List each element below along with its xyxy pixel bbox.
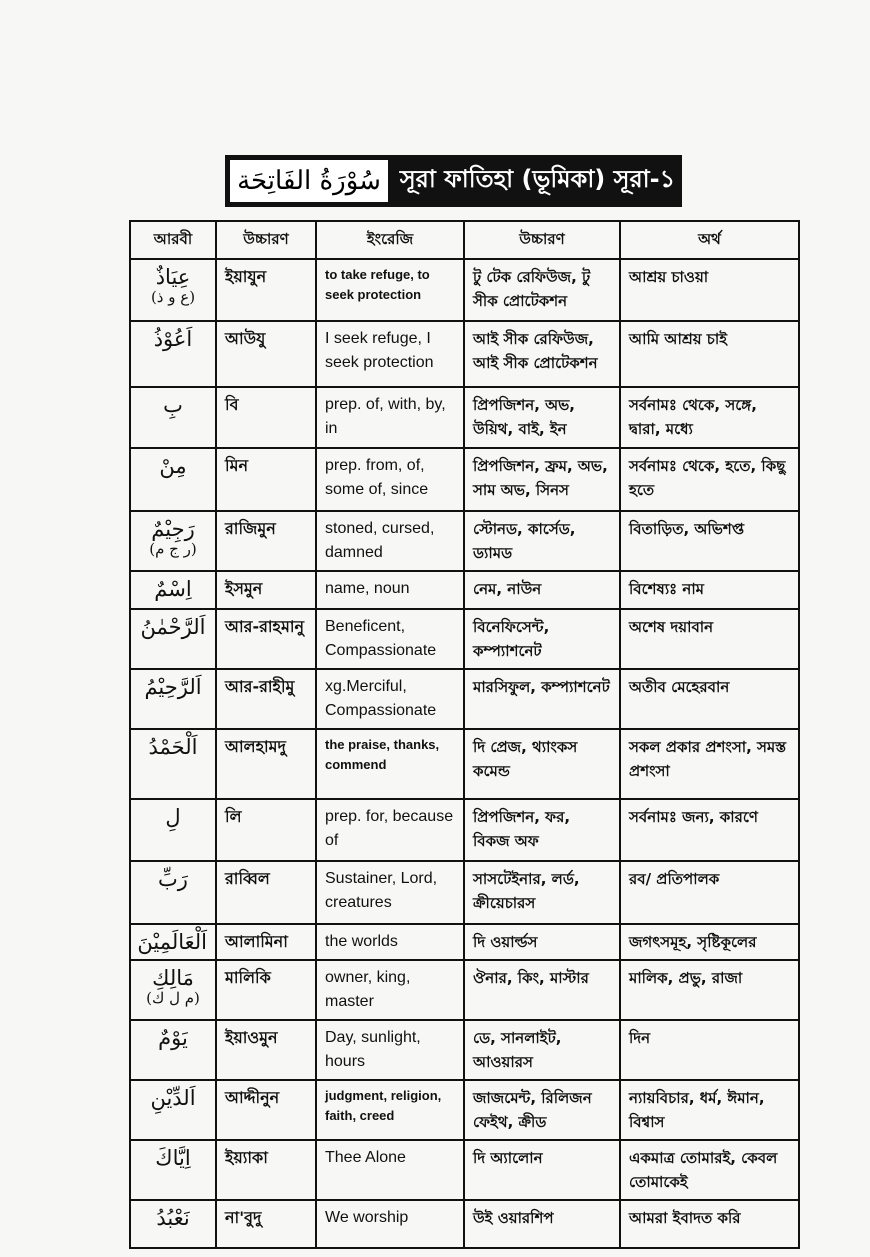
table-row [130, 1020, 799, 1080]
english-meaning: We worship [316, 1200, 464, 1248]
arabic-root-letters: (ع و ذ) [150, 288, 196, 307]
arabic-word-text: عِيَاذٌ [155, 265, 191, 289]
bengali-pronunciation: না'বুদু [216, 1200, 316, 1248]
bengali-pronunciation: আর-রাহমানু [216, 609, 316, 669]
bengali-pronunciation: বি [216, 387, 316, 448]
english-meaning: prep. of, with, by, in [316, 387, 464, 448]
english-meaning: Day, sunlight, hours [316, 1020, 464, 1080]
bengali-meaning: বিশেষ্যঃ নাম [620, 571, 799, 609]
english-meaning: the praise, thanks, commend [316, 729, 464, 799]
bengali-meaning: আমি আশ্রয় চাই [620, 321, 799, 387]
english-pronunciation-bengali: জাজমেন্ট, রিলিজন ফেইথ, ক্রীড [464, 1080, 620, 1140]
english-pronunciation-bengali: দি অ্যালোন [464, 1140, 620, 1200]
bengali-meaning: দিন [620, 1020, 799, 1080]
english-meaning: Beneficent, Compassionate [316, 609, 464, 669]
bengali-meaning: সর্বনামঃ জন্য, কারণে [620, 799, 799, 861]
arabic-word [130, 1080, 216, 1140]
arabic-word-text: لِ [165, 805, 181, 829]
arabic-word-text: رَبِّ [158, 867, 188, 891]
bengali-pronunciation: আলামিনা [216, 924, 316, 960]
english-meaning: Thee Alone [316, 1140, 464, 1200]
bengali-pronunciation: মালিকি [216, 960, 316, 1020]
arabic-word [130, 571, 216, 609]
bengali-meaning: ন্যায়বিচার, ধর্ম, ঈমান, বিশ্বাস [620, 1080, 799, 1140]
arabic-word [130, 448, 216, 511]
surah-title-arabic: سُوْرَةُ الفَاتِحَة [230, 160, 388, 202]
arabic-word [130, 511, 216, 571]
arabic-word [130, 387, 216, 448]
table-row [130, 448, 799, 511]
arabic-word [130, 799, 216, 861]
header-meaning: অর্থ [620, 221, 799, 259]
english-pronunciation-bengali: ঔনার, কিং, মাস্টার [464, 960, 620, 1020]
bengali-pronunciation: ইসমুন [216, 571, 316, 609]
english-pronunciation-bengali: নেম, নাউন [464, 571, 620, 609]
english-meaning: stoned, cursed, damned [316, 511, 464, 571]
english-pronunciation-bengali: টু টেক রেফিউজ, টু সীক প্রোটেকশন [464, 259, 620, 321]
english-pronunciation-bengali: প্রিপজিশন, ফর, বিকজ অফ [464, 799, 620, 861]
vocabulary-table [129, 220, 800, 1249]
arabic-word [130, 1020, 216, 1080]
header-pronunciation: উচ্চারণ [216, 221, 316, 259]
bengali-pronunciation: আলহামদু [216, 729, 316, 799]
bengali-meaning: আশ্রয় চাওয়া [620, 259, 799, 321]
english-pronunciation-bengali: দি ওয়ার্ল্ডস [464, 924, 620, 960]
bengali-pronunciation: রাব্বিল [216, 861, 316, 924]
table-row [130, 571, 799, 609]
english-pronunciation-bengali: উই ওয়ারশিপ [464, 1200, 620, 1248]
table-row [130, 321, 799, 387]
arabic-word [130, 609, 216, 669]
bengali-meaning: বিতাড়িত, অভিশপ্ত [620, 511, 799, 571]
bengali-pronunciation: ইয়াযুন [216, 259, 316, 321]
english-meaning: name, noun [316, 571, 464, 609]
english-meaning: prep. for, because of [316, 799, 464, 861]
bengali-pronunciation: রাজিমুন [216, 511, 316, 571]
arabic-word-text: اِيَّاكَ [155, 1146, 191, 1171]
bengali-pronunciation: মিন [216, 448, 316, 511]
arabic-word-text: اَلدِّيْنِ [150, 1086, 196, 1111]
bengali-meaning: মালিক, প্রভু, রাজা [620, 960, 799, 1020]
english-meaning: xg.Merciful, Compassionate [316, 669, 464, 729]
english-pronunciation-bengali: বিনেফিসেন্ট, কম্প্যাশনেট [464, 609, 620, 669]
table-row [130, 387, 799, 448]
arabic-word [130, 1200, 216, 1248]
arabic-word-text: اَعُوْذُ [153, 327, 193, 351]
bengali-meaning: একমাত্র তোমারই, কেবল তোমাকেই [620, 1140, 799, 1200]
arabic-word-text: مَالِكِ [152, 966, 194, 991]
arabic-word [130, 960, 216, 1020]
english-pronunciation-bengali: ডে, সানলাইট, আওয়ারস [464, 1020, 620, 1080]
table-header-row [130, 221, 799, 259]
table-row [130, 1200, 799, 1248]
table-row [130, 960, 799, 1020]
surah-title-bengali: সূরা ফাতিহা (ভূমিকা) সূরা-১ [399, 165, 676, 193]
table-row [130, 1140, 799, 1200]
table-row [130, 924, 799, 960]
arabic-root-letters: (ر ج م) [149, 540, 197, 559]
english-meaning: to take refuge, to seek protection [316, 259, 464, 321]
table-row [130, 609, 799, 669]
arabic-word [130, 924, 216, 960]
arabic-word [130, 729, 216, 799]
arabic-word [130, 259, 216, 321]
arabic-word-text: اِسْمٌ [154, 577, 192, 601]
arabic-word [130, 669, 216, 729]
table-row [130, 799, 799, 861]
bengali-meaning: অতীব মেহেরবান [620, 669, 799, 729]
arabic-word-text: اَلرَّحِيْمُ [144, 675, 202, 699]
english-pronunciation-bengali: সাসটেইনার, লর্ড, ক্রীয়েচারস [464, 861, 620, 924]
bengali-pronunciation: লি [216, 799, 316, 861]
bengali-pronunciation: ইয়্যাকা [216, 1140, 316, 1200]
bengali-pronunciation: আউযু [216, 321, 316, 387]
table-row [130, 259, 799, 321]
arabic-word [130, 861, 216, 924]
english-pronunciation-bengali: দি প্রেজ, থ্যাংকস কমেন্ড [464, 729, 620, 799]
table-row [130, 511, 799, 571]
header-english: ইংরেজি [316, 221, 464, 259]
arabic-word-text: بِ [163, 393, 183, 417]
table-row [130, 861, 799, 924]
arabic-word-text: مِنْ [159, 454, 187, 478]
table-row [130, 669, 799, 729]
bengali-meaning: সর্বনামঃ থেকে, হতে, কিছু হতে [620, 448, 799, 511]
header-english-pronunciation: উচ্চারণ [464, 221, 620, 259]
bengali-meaning: অশেষ দয়াবান [620, 609, 799, 669]
arabic-root-letters: (م ل ك) [146, 989, 200, 1008]
arabic-word [130, 321, 216, 387]
english-meaning: Sustainer, Lord, creatures [316, 861, 464, 924]
surah-title-banner [225, 155, 682, 207]
bengali-pronunciation: আদ্দীনুন [216, 1080, 316, 1140]
english-pronunciation-bengali: প্রিপজিশন, ফ্রম, অভ, সাম অভ, সিনস [464, 448, 620, 511]
bengali-pronunciation: আর-রাহীমু [216, 669, 316, 729]
arabic-word [130, 1140, 216, 1200]
english-pronunciation-bengali: প্রিপজিশন, অভ, উয়িথ, বাই, ইন [464, 387, 620, 448]
table-row [130, 1080, 799, 1140]
bengali-meaning: রব/ প্রতিপালক [620, 861, 799, 924]
english-meaning: the worlds [316, 924, 464, 960]
arabic-word-text: اَلْعَالَمِيْنَ [137, 930, 207, 954]
arabic-word-text: اَلرَّحْمٰنُ [140, 615, 206, 639]
table-body [130, 259, 799, 1248]
english-pronunciation-bengali: স্টোনড, কার্সেড, ড্যামড [464, 511, 620, 571]
english-meaning: prep. from, of, some of, since [316, 448, 464, 511]
bengali-meaning: জগৎসমূহ, সৃষ্টিকূলের [620, 924, 799, 960]
bengali-pronunciation: ইয়াওমুন [216, 1020, 316, 1080]
english-pronunciation-bengali: মারসিফুল, কম্প্যাশনেট [464, 669, 620, 729]
arabic-word-text: يَوْمٌ [158, 1026, 188, 1051]
arabic-word-text: رَجِيْمٌ [151, 517, 195, 541]
english-meaning: owner, king, master [316, 960, 464, 1020]
bengali-meaning: আমরা ইবাদত করি [620, 1200, 799, 1248]
bengali-meaning: সর্বনামঃ থেকে, সঙ্গে, দ্বারা, মধ্যে [620, 387, 799, 448]
table-row [130, 729, 799, 799]
english-meaning: judgment, religion, faith, creed [316, 1080, 464, 1140]
bengali-meaning: সকল প্রকার প্রশংসা, সমস্ত প্রশংসা [620, 729, 799, 799]
arabic-word-text: نَعْبُدُ [156, 1206, 190, 1231]
english-meaning: I seek refuge, I seek protection [316, 321, 464, 387]
english-pronunciation-bengali: আই সীক রেফিউজ, আই সীক প্রোটেকশন [464, 321, 620, 387]
header-arabic: আরবী [130, 221, 216, 259]
arabic-word-text: اَلْحَمْدُ [148, 735, 198, 759]
